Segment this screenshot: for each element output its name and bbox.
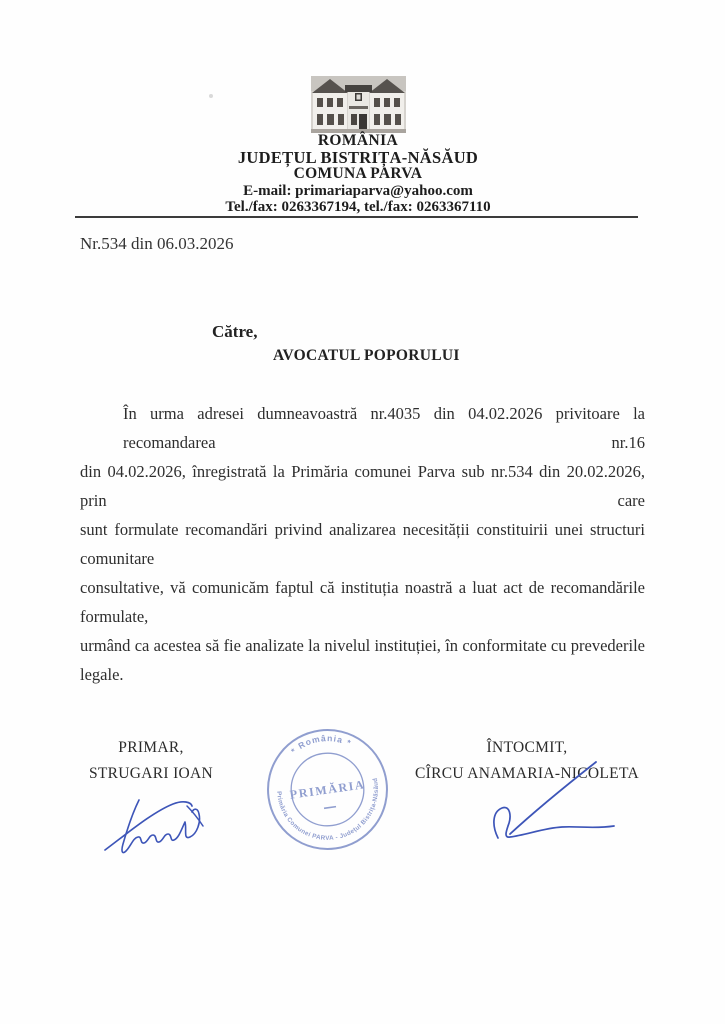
- signer-name: CÎRCU ANAMARIA-NICOLETA: [415, 764, 639, 782]
- reference-number: Nr.534 din 06.03.2026: [80, 234, 234, 253]
- stamp-top-arc-text: * România *: [288, 733, 354, 756]
- signer-name: STRUGARI IOAN: [88, 764, 214, 782]
- town-hall-photo: [311, 76, 406, 133]
- body-line: În urma adresei dumneavoastră nr.4035 din 04.02.2026 privitoare la recomandarea nr.16: [123, 404, 645, 452]
- stamp-dash: [324, 807, 336, 809]
- stamp-bottom-arc-text: Primăria Comunei PARVA - Județul Bistrița-Năsăud: [275, 777, 380, 842]
- signer-title: PRIMAR,: [118, 739, 184, 756]
- body-line: urmând ca acestea să fie analizate la nivelul instituției, în conformitate cu prevederile legale.: [80, 636, 645, 684]
- letterhead: [0, 133, 716, 216]
- stamp-center-text: PRIMĂRIA: [288, 777, 367, 802]
- letterhead-email: E-mail: primariaparva@yahoo.com: [243, 182, 473, 199]
- body-line: din 04.02.2026, înregistrată la Primăria comunei Parva sub nr.534 din 20.02.2026, prin care: [80, 462, 645, 510]
- letterhead-country: ROMÂNIA: [317, 132, 399, 149]
- header-divider: [75, 216, 638, 218]
- signer-title: ÎNTOCMIT,: [486, 739, 568, 756]
- addressee-name: AVOCATUL POPORULUI: [273, 347, 460, 364]
- mayor-handwritten-signature: [95, 776, 240, 868]
- letter-body: [80, 399, 645, 689]
- official-round-stamp: [265, 727, 390, 852]
- scan-speck: [209, 94, 213, 98]
- addressee-salutation: Către,: [212, 322, 258, 341]
- letterhead-commune: COMUNA PARVA: [293, 165, 423, 182]
- author-handwritten-signature: [478, 756, 630, 846]
- body-line: consultative, vă comunicăm faptul că instituția noastră a luat act de recomandările formulate,: [80, 578, 645, 626]
- body-line: sunt formulate recomandări privind analizarea necesității constituirii unei structuri comunitare: [80, 520, 645, 568]
- letterhead-phone: Tel./fax: 0263367194, tel./fax: 0263367110: [225, 199, 491, 215]
- letterhead-county: JUDEȚUL BISTRIȚA-NĂSĂUD: [237, 147, 479, 167]
